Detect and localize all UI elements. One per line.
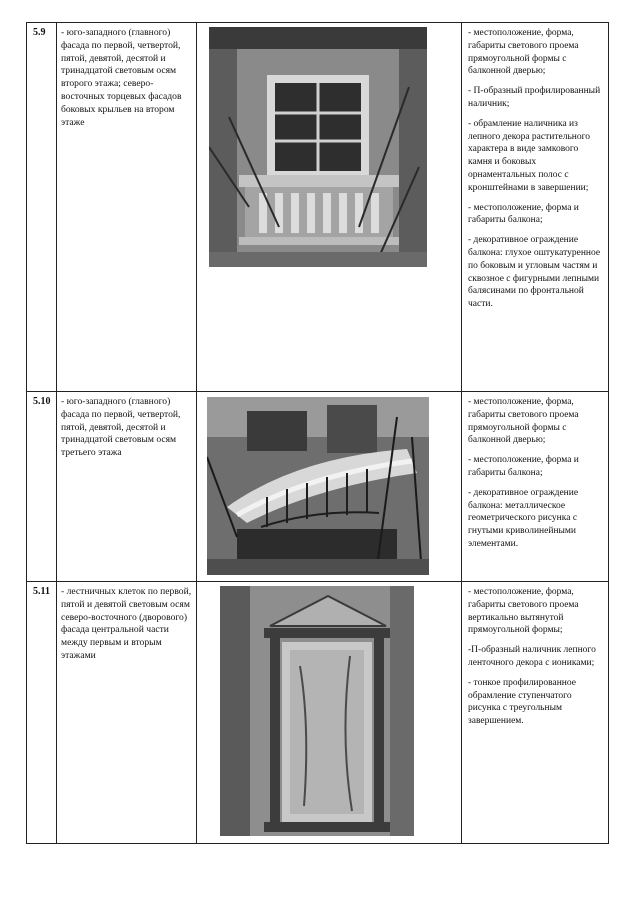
feature-item: - местоположение, форма, габариты светового проема вертикально вытянутой прямоугольной формы; <box>468 587 579 636</box>
staircase-window-photo <box>220 586 414 836</box>
feature-item: -П-образный наличник лепного ленточного декора с иониками; <box>468 645 596 668</box>
heritage-elements-table <box>26 22 609 844</box>
row-photo-cell <box>197 23 462 392</box>
feature-item: - местоположение, форма, габариты светового проема прямоугольной формы с балконной дверью; <box>468 28 579 77</box>
row-location: - юго-западного (главного) фасада по первой, четвертой, пятой, девятой, десятой и тринадцатой световым осям второго этажа; северо-восточных торцевых фасадов боковых крыльев на втором этаже <box>57 23 197 392</box>
feature-item: - местоположение, форма и габариты балкона; <box>468 202 579 226</box>
row-photo-cell <box>197 392 462 582</box>
balcony-window-photo <box>209 27 427 267</box>
feature-item: - П-образный профилированный наличник; <box>468 86 601 109</box>
row-number: 5.9 <box>27 23 57 392</box>
feature-item: - декоративное ограждение балкона: металлическое геометрического рисунка с гнутыми криволинейными элементами. <box>468 487 579 549</box>
table-row <box>27 23 609 392</box>
row-number: 5.11 <box>27 582 57 844</box>
row-location: - юго-западного (главного) фасада по первой, четвертой, пятой, девятой, десятой и тринадцатой световым осям третьего этажа <box>57 392 197 582</box>
table-row <box>27 392 609 582</box>
row-description <box>462 392 609 582</box>
row-number: 5.10 <box>27 392 57 582</box>
feature-item: - тонкое профилированное обрамление ступенчатого рисунка с треугольным завершением. <box>468 677 576 727</box>
feature-item: - декоративное ограждение балкона: глухое оштукатуренное по боковым и угловым частям и сквозное с фигурными лепными балясинами по фронтальной части. <box>468 235 601 310</box>
row-description <box>462 23 609 392</box>
row-description <box>462 582 609 844</box>
feature-item: - местоположение, форма и габариты балкона; <box>468 455 579 478</box>
row-location: - лестничных клеток по первой, пятой и девятой световым осям северо-восточного (дворового) фасада центральной части между первым и вторым этажами <box>57 582 197 844</box>
row-photo-cell <box>197 582 462 844</box>
feature-item: - обрамление наличника из лепного декора растительного характера в виде замкового камня и боковых орнаментальных полос с кронштейнами в завершении; <box>468 118 591 193</box>
table-row <box>27 582 609 844</box>
metal-balcony-photo <box>207 397 429 575</box>
feature-item: - местоположение, форма, габариты светового проема прямоугольной формы с балконной дверью; <box>468 397 579 446</box>
